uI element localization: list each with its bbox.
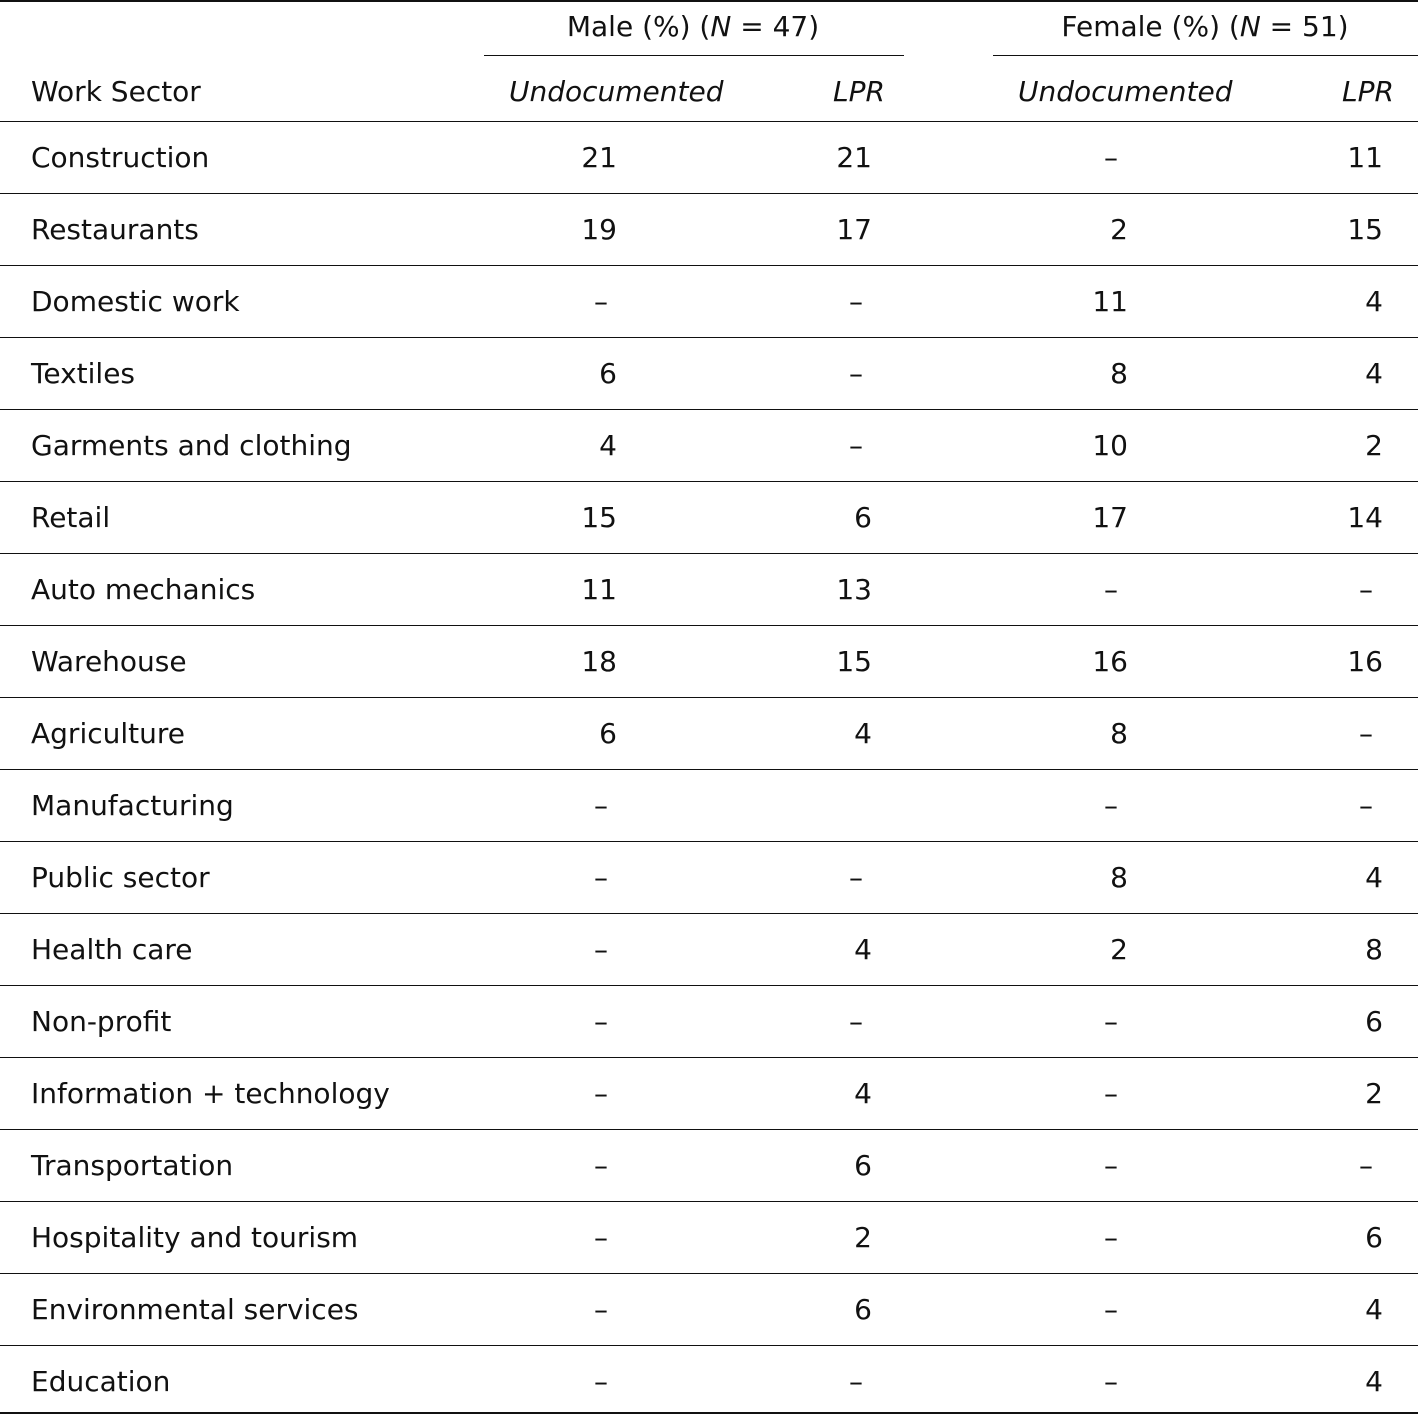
cell-male-lpr: 13 [836,573,872,606]
row-label: Hospitality and tourism [31,1221,359,1254]
row-label: Restaurants [31,213,199,246]
cell-male-undocumented: 11 [581,573,617,606]
cell-male-undocumented: – [594,285,608,318]
table-row [0,1202,1418,1274]
cell-male-lpr: 6 [854,501,872,534]
table-row [0,1130,1418,1202]
cell-female-lpr: 4 [1365,1365,1383,1398]
cell-female-undocumented: – [1104,789,1118,822]
cell-male-undocumented: – [594,1149,608,1182]
table-row [0,554,1418,626]
cell-male-undocumented: – [594,861,608,894]
group-header-female: Female (%) (N = 51) [1061,10,1349,43]
group-header-male: Male (%) (N = 47) [566,10,820,43]
cell-female-undocumented: – [1104,141,1118,174]
row-label: Information + technology [31,1077,390,1110]
cell-male-lpr: 15 [836,645,872,678]
table-row [0,770,1418,842]
row-label: Non-profit [31,1005,172,1038]
table-top-rule [0,0,1418,2]
cell-male-undocumented: – [594,1005,608,1038]
cell-male-lpr: – [849,861,863,894]
cell-female-lpr: – [1359,573,1373,606]
cell-female-lpr: 2 [1365,1077,1383,1110]
cell-female-lpr: – [1359,717,1373,750]
cell-female-undocumented: 2 [1110,213,1128,246]
table-row [0,194,1418,266]
cell-female-lpr: – [1359,789,1373,822]
group-rule-female [993,55,1418,56]
cell-female-undocumented: 2 [1110,933,1128,966]
cell-male-undocumented: – [594,1077,608,1110]
cell-male-lpr: 4 [854,717,872,750]
row-label: Auto mechanics [31,573,256,606]
cell-female-lpr: 4 [1365,357,1383,390]
cell-male-lpr: – [849,1365,863,1398]
cell-male-undocumented: 15 [581,501,617,534]
row-label: Manufacturing [31,789,234,822]
cell-female-undocumented: – [1104,1221,1118,1254]
table-row [0,698,1418,770]
cell-male-lpr: 4 [854,933,872,966]
table-bottom-rule [0,1412,1418,1414]
cell-male-undocumented: – [594,1293,608,1326]
cell-male-undocumented: 6 [599,717,617,750]
cell-female-undocumented: – [1104,1077,1118,1110]
cell-male-lpr: 2 [854,1221,872,1254]
table-row [0,482,1418,554]
cell-male-lpr: – [849,1005,863,1038]
column-header-work-sector: Work Sector [31,75,201,108]
cell-male-undocumented: 6 [599,357,617,390]
cell-female-undocumented: – [1104,1365,1118,1398]
cell-male-undocumented: 18 [581,645,617,678]
cell-female-lpr: 4 [1365,285,1383,318]
cell-male-lpr: – [849,285,863,318]
row-label: Construction [31,141,210,174]
column-header-female-lpr: LPR [1342,75,1394,108]
cell-male-undocumented: 21 [581,141,617,174]
row-label: Textiles [31,357,136,390]
cell-male-lpr: 21 [836,141,872,174]
cell-male-lpr: 4 [854,1077,872,1110]
column-header-male-undocumented: Undocumented [509,75,724,108]
cell-female-lpr: 16 [1347,645,1383,678]
cell-female-undocumented: 17 [1092,501,1128,534]
cell-female-lpr: 11 [1347,141,1383,174]
table-row [0,842,1418,914]
table-row [0,410,1418,482]
cell-male-lpr: – [849,429,863,462]
row-label: Public sector [31,861,210,894]
table-row [0,122,1418,194]
cell-male-lpr: 6 [854,1293,872,1326]
row-label: Transportation [31,1149,234,1182]
cell-male-undocumented: 19 [581,213,617,246]
cell-female-undocumented: – [1104,1293,1118,1326]
group-rule-male [484,55,904,56]
table-row [0,1346,1418,1418]
cell-male-lpr: – [849,357,863,390]
table-row [0,1274,1418,1346]
cell-male-undocumented: – [594,1221,608,1254]
cell-female-lpr: – [1359,1149,1373,1182]
row-label: Warehouse [31,645,187,678]
cell-male-undocumented: – [594,789,608,822]
row-label: Retail [31,501,111,534]
row-label: Domestic work [31,285,240,318]
row-label: Agriculture [31,717,185,750]
cell-male-undocumented: – [594,933,608,966]
row-label: Environmental services [31,1293,359,1326]
cell-male-undocumented: – [594,1365,608,1398]
cell-female-undocumented: 11 [1092,285,1128,318]
cell-female-undocumented: – [1104,1005,1118,1038]
cell-female-lpr: 15 [1347,213,1383,246]
cell-female-undocumented: – [1104,1149,1118,1182]
cell-female-lpr: 14 [1347,501,1383,534]
table-row [0,986,1418,1058]
row-label: Health care [31,933,193,966]
table-row [0,626,1418,698]
table-row [0,914,1418,986]
cell-female-undocumented: – [1104,573,1118,606]
cell-female-undocumented: 16 [1092,645,1128,678]
cell-male-undocumented: 4 [599,429,617,462]
cell-male-lpr: 17 [836,213,872,246]
cell-male-lpr: 6 [854,1149,872,1182]
cell-female-lpr: 6 [1365,1005,1383,1038]
cell-female-lpr: 6 [1365,1221,1383,1254]
cell-female-undocumented: 10 [1092,429,1128,462]
table-row [0,266,1418,338]
cell-female-lpr: 8 [1365,933,1383,966]
cell-female-lpr: 2 [1365,429,1383,462]
table-row [0,1058,1418,1130]
column-header-female-undocumented: Undocumented [1018,75,1233,108]
column-header-male-lpr: LPR [833,75,885,108]
cell-female-undocumented: 8 [1110,357,1128,390]
cell-female-undocumented: 8 [1110,717,1128,750]
cell-female-lpr: 4 [1365,861,1383,894]
row-label: Education [31,1365,171,1398]
table-row [0,338,1418,410]
row-label: Garments and clothing [31,429,352,462]
cell-female-undocumented: 8 [1110,861,1128,894]
cell-female-lpr: 4 [1365,1293,1383,1326]
